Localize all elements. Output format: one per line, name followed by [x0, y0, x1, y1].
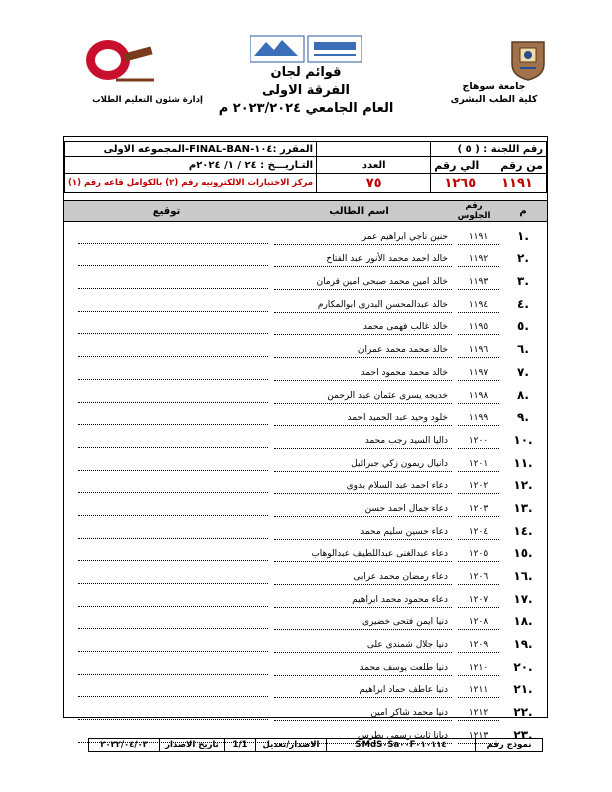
from-value: ١١٩١ [501, 175, 533, 191]
row-number: .١٤ [513, 523, 533, 538]
student-name: خالد احمد محمد الأنور عبد الفتاح [274, 254, 452, 267]
seat-number: ١٢١٢ [458, 708, 499, 721]
student-row [64, 608, 547, 631]
form-number-label: نموذج رقم [486, 740, 532, 750]
level-title: الفرقة الاولى [262, 83, 350, 98]
student-name: خالد غالب فهمى محمد [274, 322, 452, 335]
signature-line [78, 582, 268, 584]
department-name: إدارة شئون التعليم الطلاب [92, 95, 203, 105]
row-number: .١٦ [513, 569, 533, 583]
committee-number: رقم اللجنة : ( ٥ ) [431, 142, 547, 157]
seat-number: ١٢٠٦ [458, 572, 499, 585]
student-name: خالد امين محمد صبحى امين قرمان [274, 277, 452, 290]
seat-number: ١١٩٩ [458, 413, 499, 426]
row-number: .٩ [517, 410, 529, 425]
university-name: جامعة سوهاج [462, 81, 526, 92]
student-row [64, 562, 547, 585]
signature-line [78, 378, 268, 380]
seat-number: ١٢٠٥ [458, 549, 499, 562]
signature-line [78, 401, 268, 403]
seat-number: ١١٩٥ [458, 322, 499, 335]
document-title: قوائم لجان [270, 65, 342, 80]
seat-number: ١١٩١ [458, 232, 499, 245]
row-number: .١٧ [513, 591, 533, 606]
student-row [64, 222, 547, 245]
student-row [64, 653, 547, 676]
student-name: حنين ناجي ابراهيم عمر [274, 232, 452, 245]
row-number: .٢١ [513, 682, 533, 697]
seat-number: ١٢٠٩ [458, 640, 499, 653]
row-number: .١٥ [513, 546, 533, 561]
signature-line [78, 491, 268, 493]
seat-number: ١٢١٠ [458, 663, 499, 676]
signature-line [78, 627, 268, 629]
row-number: .٨ [517, 387, 529, 402]
student-row [64, 494, 547, 517]
student-row [64, 426, 547, 449]
range-labels [431, 157, 547, 174]
student-name: دنيا طلعت يوسف محمد [274, 663, 452, 676]
student-name: دعاء رمضان محمد عرابى [274, 572, 452, 585]
student-row [64, 245, 547, 268]
row-number: .١٣ [513, 500, 533, 515]
student-name: خالد عبدالمحسن البدرى ابوالمكارم [274, 300, 452, 313]
student-row [64, 698, 547, 721]
student-row [64, 313, 547, 336]
university-crest-logo [506, 38, 550, 82]
student-name: خالد محمد محمود احمد [274, 368, 452, 381]
row-number: .٥ [517, 319, 529, 334]
seat-number: ١١٩٦ [458, 345, 499, 358]
signature-line [78, 673, 268, 675]
student-row [64, 540, 547, 563]
column-header-name: اسم الطالب [329, 205, 389, 217]
row-number: .٢ [517, 251, 529, 266]
student-row [64, 630, 547, 653]
issue-label: الاصدار/تعديل [256, 739, 327, 752]
signature-line [78, 718, 268, 720]
seat-number: ١٢٠٢ [458, 481, 499, 494]
row-number: .٢٢ [513, 705, 533, 720]
student-name: خلود وحيد عبد الحميد احمد [274, 413, 452, 426]
signature-line [78, 264, 268, 266]
university-name-block [434, 80, 554, 106]
column-header-signature: توقيع [152, 205, 181, 217]
student-row [64, 381, 547, 404]
seat-number: ١٢١٣ [458, 731, 499, 744]
student-name: دعاء عبدالغنى عبداللطيف عبدالوهاب [274, 549, 452, 562]
student-row [64, 585, 547, 608]
issue-date-label: تاريخ الاصدار [160, 739, 225, 752]
accreditation-logo [250, 34, 362, 64]
signature-line [78, 605, 268, 607]
student-name: خالد محمد محمد عمران [274, 345, 452, 358]
row-number: .٦ [517, 342, 529, 357]
student-row [64, 358, 547, 381]
to-value: ١٢٦٥ [444, 175, 477, 191]
student-name: دعاء جمال احمد حسن [274, 504, 452, 517]
seat-number: ١٢٠٧ [458, 595, 499, 608]
signature-line [78, 332, 268, 334]
row-number: .٤ [517, 296, 529, 311]
row-number: .٢٠ [513, 659, 533, 674]
seat-number: ١١٩٤ [458, 300, 499, 313]
student-row [64, 404, 547, 427]
signature-line [78, 242, 268, 244]
row-number: .١٩ [513, 637, 533, 652]
row-number: .١٨ [513, 614, 533, 629]
student-row [64, 472, 547, 495]
student-name: خديجه يسرى عثمان عبد الرحمن [274, 391, 452, 404]
row-number: .١٢ [513, 478, 533, 493]
signature-line [78, 469, 268, 471]
student-list [64, 222, 547, 744]
row-number: .٢٣ [513, 727, 533, 742]
signature-line [78, 695, 268, 697]
student-row [64, 676, 547, 699]
row-number: .٧ [517, 364, 529, 379]
student-name: دانيال ريمون زكي جبرائيل [274, 459, 452, 472]
student-name: دعاء حسين سليم محمد [274, 527, 452, 540]
committee-info-grid [64, 141, 547, 193]
seat-number: ١٢٠٣ [458, 504, 499, 517]
from-label: من رقم [500, 158, 543, 172]
form-code: SMdS٠Sa٠٠F٠١٠١١٤ [327, 739, 476, 752]
row-number: .٣ [517, 274, 529, 289]
seat-number: ١١٩٣ [458, 277, 499, 290]
seat-number: ١٢٠٠ [458, 436, 499, 449]
student-name: دنيا عاطف حماد ابراهيم [274, 685, 452, 698]
student-name: ديانا ثابت رسمى بطرس [274, 731, 452, 744]
to-label: الي رقم [434, 158, 480, 172]
student-name: دنيا محمد شاكر امين [274, 708, 452, 721]
column-header-num: م [519, 205, 527, 217]
column-header-seat: رقم الجلوس [457, 201, 491, 221]
student-name: داليا السيد رجب محمد [274, 436, 452, 449]
academic-year: العام الجامعي ٢٠٢٣/٢٠٢٤ م [218, 101, 394, 116]
column-header-bar [64, 200, 547, 222]
seat-number: ١٢٠١ [458, 459, 499, 472]
student-row [64, 517, 547, 540]
count-label: العدد [317, 157, 431, 174]
faculty-name: كلية الطب البشرى [450, 94, 538, 105]
signature-line [78, 446, 268, 448]
student-row [64, 267, 547, 290]
faculty-logo [80, 36, 158, 86]
signature-line [78, 355, 268, 357]
document-title-block [200, 64, 412, 118]
range-values [431, 174, 547, 193]
seat-number: ١٢١١ [458, 685, 499, 698]
signature-line [78, 423, 268, 425]
issue-date-value: ٢٠٢٢/٠٤/٠٣ [89, 739, 160, 752]
signature-line [78, 514, 268, 516]
seat-number: ١١٩٢ [458, 254, 499, 267]
student-row [64, 449, 547, 472]
seat-number: ١١٩٧ [458, 368, 499, 381]
seat-number: ١٢٠٨ [458, 617, 499, 630]
row-number: .١٠ [513, 432, 533, 447]
empty-cell [317, 142, 431, 157]
row-number: .١١ [513, 455, 533, 470]
course-code: المقرر :١٠٤-FINAL-BAN-المجموعه الاولى [65, 142, 317, 157]
student-row [64, 335, 547, 358]
seat-number: ١١٩٨ [458, 391, 499, 404]
student-name: دنيا ايمن فتحى خضيرى [274, 617, 452, 630]
signature-line [78, 537, 268, 539]
exam-location: مركز الاختبارات الالكترونيه رقم (٢) بالكوامل قاعه رقم (١) [65, 174, 317, 193]
signature-line [78, 310, 268, 312]
signature-line [78, 559, 268, 561]
student-name: دعاء احمد عبد السلام بدوى [274, 481, 452, 494]
student-name: دعاء محمود محمد ابراهيم [274, 595, 452, 608]
student-name: دنيا جلال شمندى على [274, 640, 452, 653]
signature-line [78, 287, 268, 289]
row-number: .١ [517, 228, 529, 243]
form-footer [88, 738, 543, 752]
count-value: ٧٥ [317, 174, 431, 193]
issue-value: 1/1 [225, 739, 256, 752]
student-row [64, 290, 547, 313]
signature-line [78, 650, 268, 652]
exam-date: التـاريـــخ : ٢٤ / ١/ ٢٠٢٤م [65, 157, 317, 174]
seat-number: ١٢٠٤ [458, 527, 499, 540]
